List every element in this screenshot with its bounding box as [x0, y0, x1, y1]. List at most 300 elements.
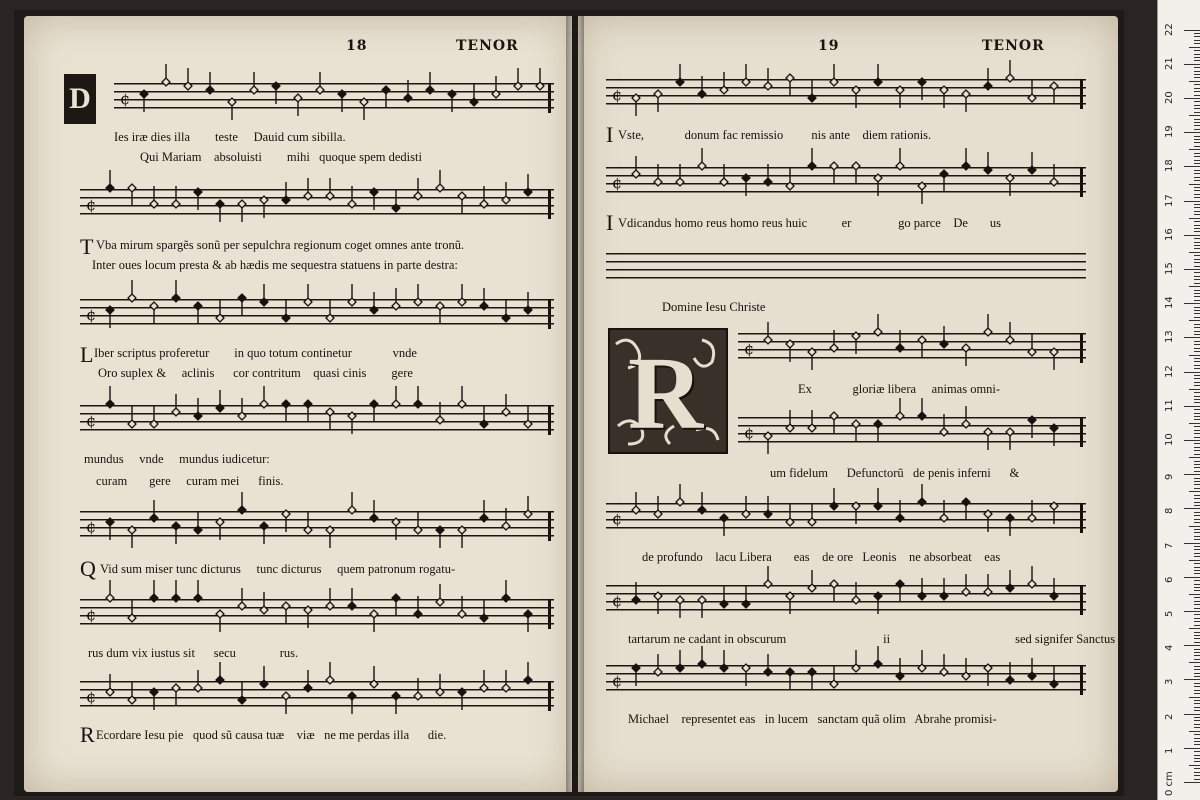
note-icon [1006, 570, 1014, 592]
note-icon [392, 518, 400, 540]
note-icon [874, 420, 882, 442]
note-icon [282, 510, 290, 532]
ruler-tick [1189, 491, 1200, 492]
barline [1080, 503, 1083, 533]
clef-icon: ¢ [86, 411, 97, 430]
note-icon [448, 90, 456, 112]
note-icon [172, 684, 180, 706]
note-icon [524, 610, 532, 632]
ruler-tick [1194, 310, 1200, 311]
ruler-tick [1189, 115, 1200, 116]
note-icon [414, 512, 422, 534]
note-icon [106, 580, 114, 602]
ruler-tick [1184, 782, 1200, 783]
note-icon [348, 492, 356, 514]
ruler-tick [1194, 666, 1200, 667]
note-icon [720, 164, 728, 186]
ruler-tick [1194, 587, 1200, 588]
ruler-tick [1194, 396, 1200, 397]
line-initial: I [606, 210, 614, 235]
ruler-tick [1194, 437, 1200, 438]
ruler-tick [1194, 293, 1200, 294]
music-staff [80, 400, 554, 434]
note-icon [654, 90, 662, 112]
note-icon [150, 406, 158, 428]
note-icon [184, 68, 192, 90]
ruler-tick [1194, 54, 1200, 55]
staff-notes [738, 318, 1086, 372]
barline [548, 299, 551, 329]
note-icon [632, 582, 640, 604]
note-icon [502, 580, 510, 602]
note-icon [984, 68, 992, 90]
note-icon [1050, 82, 1058, 104]
ruler-tick [1194, 751, 1200, 752]
barline [548, 681, 551, 711]
note-icon [360, 98, 368, 120]
note-icon [632, 156, 640, 178]
music-staff [80, 184, 554, 218]
note-icon [830, 64, 838, 86]
clef-icon: ¢ [86, 517, 97, 536]
note-icon [1006, 428, 1014, 450]
ruler-tick [1194, 187, 1200, 188]
note-icon [742, 664, 750, 686]
note-icon [742, 64, 750, 86]
ruler-label: 22 [1164, 22, 1175, 36]
ruler-tick [1194, 129, 1200, 130]
ruler-tick [1194, 95, 1200, 96]
note-icon [282, 182, 290, 204]
note-icon [392, 692, 400, 714]
note-icon [128, 184, 136, 206]
ruler-label: 16 [1164, 228, 1175, 241]
note-icon [348, 186, 356, 208]
ruler-tick [1194, 502, 1200, 503]
ruler-tick [1194, 190, 1200, 191]
ruler-tick [1194, 368, 1200, 369]
ruler-tick [1194, 710, 1200, 711]
ruler-tick [1194, 567, 1200, 568]
ruler-tick [1194, 676, 1200, 677]
note-icon [260, 592, 268, 614]
ruler-tick [1194, 621, 1200, 622]
ruler-tick [1184, 474, 1200, 475]
note-icon [918, 398, 926, 420]
note-icon [962, 498, 970, 520]
note-icon [260, 386, 268, 408]
ruler-tick [1189, 423, 1200, 424]
note-icon [414, 178, 422, 200]
note-icon [304, 606, 312, 628]
ruler-tick [1194, 365, 1200, 366]
note-icon [338, 90, 346, 112]
staff-notes [114, 68, 554, 122]
ruler-tick [1194, 478, 1200, 479]
ruler-tick [1194, 532, 1200, 533]
ruler-label: 13 [1164, 330, 1175, 344]
note-icon [940, 170, 948, 192]
ruler-tick [1194, 727, 1200, 728]
note-icon [1028, 152, 1036, 174]
note-icon [492, 76, 500, 98]
note-icon [698, 596, 706, 618]
ruler-tick [1194, 734, 1200, 735]
note-icon [1006, 322, 1014, 344]
ruler-tick [1194, 194, 1200, 195]
ruler-tick [1194, 649, 1200, 650]
clef-icon: ¢ [86, 305, 97, 324]
ruler-tick [1194, 669, 1200, 670]
ruler-tick [1194, 464, 1200, 465]
ruler-tick [1194, 614, 1200, 615]
ruler-tick [1194, 741, 1200, 742]
note-icon [326, 300, 334, 322]
note-icon [808, 570, 816, 592]
ruler-tick [1194, 245, 1200, 246]
ruler-label: 19 [1164, 125, 1175, 139]
note-icon [282, 602, 290, 624]
ruler-tick [1194, 461, 1200, 462]
note-icon [830, 666, 838, 688]
ruler-tick [1194, 717, 1200, 718]
note-icon [282, 300, 290, 322]
ruler-tick [1189, 355, 1200, 356]
note-icon [238, 682, 246, 704]
note-icon [370, 188, 378, 210]
ruler-tick [1194, 156, 1200, 157]
note-icon [172, 394, 180, 416]
book-gutter [566, 16, 584, 792]
note-icon [676, 484, 684, 506]
ruler-tick [1194, 419, 1200, 420]
note-icon [808, 668, 816, 690]
note-icon [172, 580, 180, 602]
note-icon [502, 670, 510, 692]
note-icon [172, 186, 180, 208]
ruler-tick [1189, 184, 1200, 185]
note-icon [150, 186, 158, 208]
note-icon [326, 662, 334, 684]
clef-icon: ¢ [86, 605, 97, 624]
ruler-tick [1189, 47, 1200, 48]
ruler-tick [1194, 512, 1200, 513]
ruler-tick [1194, 307, 1200, 308]
line-initial: I [606, 122, 614, 147]
note-icon [238, 588, 246, 610]
staff-notes [606, 152, 1086, 206]
music-staff [606, 162, 1086, 196]
ruler-tick [1194, 522, 1200, 523]
ruler-tick [1184, 235, 1200, 236]
ruler-tick [1189, 731, 1200, 732]
lyric-line: tartarum ne cadant in obscurum ii sed signifer Sanctus [628, 632, 1116, 646]
note-icon [194, 188, 202, 210]
ruler-label: 20 [1164, 91, 1175, 104]
note-icon [830, 580, 838, 602]
note-icon [786, 168, 794, 190]
ruler-tick [1194, 225, 1200, 226]
note-icon [414, 678, 422, 700]
note-icon [896, 86, 904, 108]
note-icon [194, 580, 202, 602]
note-icon [830, 330, 838, 352]
ruler-tick [1194, 334, 1200, 335]
lyric-line: um fidelum Defunctorũ de penis inferni & [770, 466, 1020, 480]
ruler-tick [1184, 611, 1200, 612]
note-icon [632, 94, 640, 116]
note-icon [1028, 500, 1036, 522]
ruler-label: 3 [1164, 679, 1175, 686]
note-icon [260, 196, 268, 218]
ruler-tick [1194, 43, 1200, 44]
ruler-tick [1194, 409, 1200, 410]
ruler-tick [1194, 638, 1200, 639]
note-icon [392, 288, 400, 310]
note-icon [140, 90, 148, 112]
note-icon [238, 398, 246, 420]
ruler-tick [1194, 36, 1200, 37]
ruler-tick [1194, 283, 1200, 284]
note-icon [720, 586, 728, 608]
note-icon [304, 512, 312, 534]
ruler-tick [1194, 207, 1200, 208]
ruler-tick [1194, 341, 1200, 342]
note-icon [150, 302, 158, 324]
note-icon [250, 72, 258, 94]
note-icon [216, 662, 224, 684]
music-staff [606, 74, 1086, 108]
note-icon [984, 510, 992, 532]
note-icon [852, 162, 860, 184]
ruler-tick [1194, 597, 1200, 598]
lyric-line: Qui Mariam absoluisti mihi quoque spem dedisti [140, 150, 422, 164]
clef-icon: ¢ [744, 339, 755, 358]
ruler-tick [1184, 269, 1200, 270]
note-icon [162, 64, 170, 86]
ruler-tick [1194, 632, 1200, 633]
note-icon [260, 284, 268, 306]
ruler-tick [1189, 560, 1200, 561]
barline [1080, 167, 1083, 197]
ruler-tick [1189, 765, 1200, 766]
lyric-line: de profundo lacu Libera eas de ore Leonis ne absorbeat eas [642, 550, 1001, 564]
staff-notes [738, 402, 1086, 456]
note-icon [502, 182, 510, 204]
note-icon [106, 674, 114, 696]
note-icon [852, 420, 860, 442]
music-staff-empty [606, 248, 1086, 282]
note-icon [404, 80, 412, 102]
ruler-tick [1194, 659, 1200, 660]
note-icon [480, 670, 488, 692]
ruler-tick [1194, 690, 1200, 691]
note-icon [458, 284, 466, 306]
note-icon [874, 314, 882, 336]
note-icon [524, 292, 532, 314]
note-icon [106, 518, 114, 540]
note-icon [294, 94, 302, 116]
ruler-tick [1184, 406, 1200, 407]
barline [1080, 585, 1083, 615]
ruler-tick [1194, 738, 1200, 739]
lyric-line: rus dum vix iustus sit secu rus. [88, 646, 299, 660]
ruler-tick [1194, 618, 1200, 619]
ruler-tick [1194, 153, 1200, 154]
ruler-tick [1194, 173, 1200, 174]
note-icon [874, 174, 882, 196]
note-icon [370, 400, 378, 422]
note-icon [128, 406, 136, 428]
note-icon [1050, 502, 1058, 524]
note-icon [216, 200, 224, 222]
note-icon [984, 152, 992, 174]
ruler-label: 9 [1164, 473, 1175, 481]
note-icon [304, 670, 312, 692]
ruler-tick [1194, 673, 1200, 674]
ruler-tick [1194, 204, 1200, 205]
ruler-tick [1194, 88, 1200, 89]
note-icon [852, 650, 860, 672]
note-icon [414, 386, 422, 408]
note-icon [260, 666, 268, 688]
ruler-tick [1194, 262, 1200, 263]
note-icon [216, 300, 224, 322]
note-icon [206, 72, 214, 94]
note-icon [1028, 416, 1036, 438]
ruler-tick [1189, 389, 1200, 390]
note-icon [480, 500, 488, 522]
note-icon [150, 580, 158, 602]
staff-notes [606, 650, 1086, 704]
ruler-tick [1194, 313, 1200, 314]
note-icon [698, 492, 706, 514]
note-icon [238, 294, 246, 316]
ruler-tick [1194, 139, 1200, 140]
note-icon [524, 496, 532, 518]
ruler-tick [1184, 372, 1200, 373]
lyric-line: Ies iræ dies illa teste Dauid cum sibilla. [114, 130, 346, 144]
lyric-line: Iber scriptus proferetur in quo totum continetur vnde [94, 346, 417, 360]
note-icon [742, 586, 750, 608]
ruler-tick [1194, 125, 1200, 126]
ruler-tick [1189, 594, 1200, 595]
note-icon [676, 64, 684, 86]
ruler-tick [1194, 604, 1200, 605]
note-icon [808, 348, 816, 370]
ruler-tick [1194, 772, 1200, 773]
note-icon [918, 336, 926, 358]
ruler-tick [1184, 98, 1200, 99]
note-icon [172, 280, 180, 302]
ruler-tick [1194, 635, 1200, 636]
ruler-tick [1194, 529, 1200, 530]
ruler-tick [1194, 242, 1200, 243]
ruler-tick [1194, 296, 1200, 297]
note-icon [348, 588, 356, 610]
ruler-tick [1194, 563, 1200, 564]
note-icon [282, 400, 290, 422]
barline [548, 189, 551, 219]
ruler-tick [1189, 662, 1200, 663]
note-icon [720, 514, 728, 536]
ruler-tick [1194, 57, 1200, 58]
ruler-tick [1184, 201, 1200, 202]
note-icon [348, 284, 356, 306]
staff-notes [80, 496, 554, 550]
note-icon [128, 682, 136, 704]
ruler-tick [1194, 317, 1200, 318]
music-staff [114, 78, 554, 112]
ruler-tick [1194, 170, 1200, 171]
barline [1080, 333, 1083, 363]
ruler-tick [1194, 515, 1200, 516]
note-icon [654, 496, 662, 518]
note-icon [326, 526, 334, 548]
ruler-tick [1194, 385, 1200, 386]
staff-notes [80, 584, 554, 638]
ruler-tick [1194, 180, 1200, 181]
ruler-label: 17 [1164, 193, 1175, 207]
ruler-tick [1194, 351, 1200, 352]
ruler-tick [1194, 683, 1200, 684]
line-initial: L [80, 342, 94, 367]
ruler-tick [1189, 320, 1200, 321]
ruler-tick [1194, 693, 1200, 694]
ruler-tick [1194, 214, 1200, 215]
note-icon [1050, 578, 1058, 600]
note-icon [304, 178, 312, 200]
note-icon [918, 578, 926, 600]
ruler-tick [1194, 652, 1200, 653]
note-icon [896, 398, 904, 420]
note-icon [808, 410, 816, 432]
line-initial: T [80, 234, 94, 259]
note-icon [896, 580, 904, 602]
left-voice-label: TENOR [456, 38, 519, 54]
note-icon [720, 650, 728, 672]
note-icon [1028, 80, 1036, 102]
note-icon [106, 306, 114, 328]
staff-notes [606, 488, 1086, 542]
note-icon [194, 302, 202, 324]
ruler-tick [1194, 331, 1200, 332]
note-icon [502, 300, 510, 322]
note-icon [742, 174, 750, 196]
ruler-tick [1194, 146, 1200, 147]
ruler-tick [1194, 447, 1200, 448]
ruler-tick [1194, 625, 1200, 626]
staff-notes [80, 284, 554, 338]
note-icon [852, 332, 860, 354]
ruler-tick [1184, 577, 1200, 578]
ruler-tick [1194, 539, 1200, 540]
ruler-tick [1194, 755, 1200, 756]
note-icon [414, 284, 422, 306]
note-icon [458, 386, 466, 408]
note-icon [808, 80, 816, 102]
ruler-tick [1194, 498, 1200, 499]
ruler-tick [1194, 744, 1200, 745]
ruler-label: 18 [1164, 159, 1175, 173]
note-icon [436, 674, 444, 696]
note-icon [632, 664, 640, 686]
lyric-line: Ex gloriæ libera animas omni- [798, 382, 1001, 396]
ruler-tick [1194, 348, 1200, 349]
note-icon [458, 688, 466, 710]
note-icon [326, 178, 334, 200]
ruler-tick [1194, 655, 1200, 656]
